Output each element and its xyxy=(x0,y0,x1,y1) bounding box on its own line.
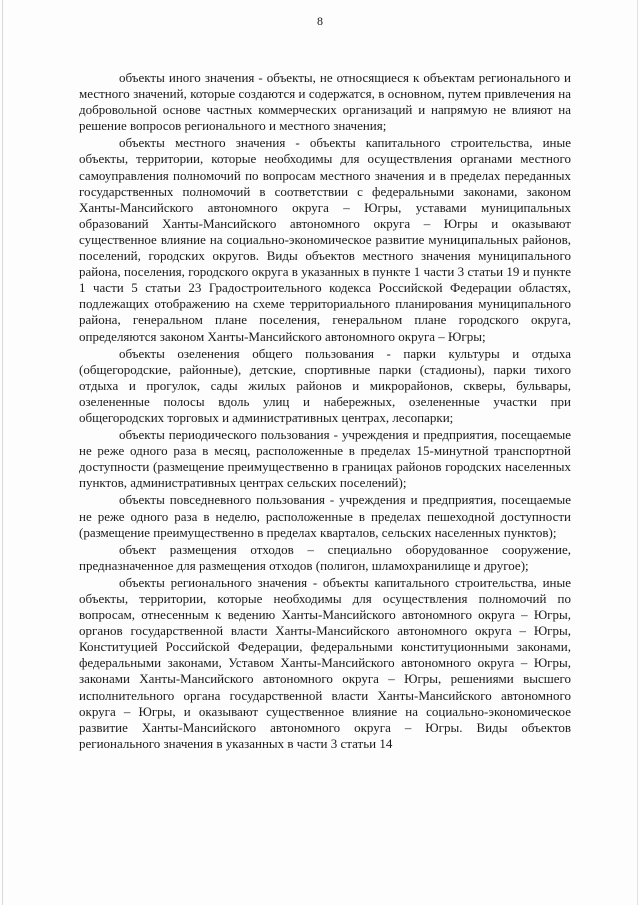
paragraph-regional-objects: объекты регионального значения - объекты капитального строительства, иные объекты, территории, которые необходимы для осуществления полномочий по вопросам, отнесенным к ведению Ханты-Мансийского автономного округа – Югры, органов государственной власти Ханты-Мансийского автономного округа – Югры, Конституцией Российской Федерации, федеральными конституционными законами, федеральными законами, Уставом Ханты-Мансийского автономного округа – Югры, законами Ханты-Мансийского автономного округа – Югры, решениями высшего исполнительного органа государственной власти Ханты-Мансийского автономного округа – Югры, и оказывают существенное влияние на социально-экономическое развитие Ханты-Мансийского автономного округа – Югры. Виды объектов регионального значения в указанных в части 3 статьи 14 xyxy=(79,574,571,751)
paragraph-local-objects: объекты местного значения - объекты капитального строительства, иные объекты, территории, которые необходимы для осуществления органами местного самоуправления полномочий по вопросам местного значения и в пределах переданных государственных полномочий в соответствии с федеральными законами, законом Ханты-Мансийского автономного округа – Югры, уставами муниципальных образований Ханты-Мансийского автономного округа – Югры и оказывают существенное влияние на социально-экономическое развитие муниципальных районов, поселений, городских округов. Виды объектов местного значения муниципального района, поселения, городского округа в указанных в пункте 1 части 3 статьи 19 и пункте 1 части 5 статьи 23 Градостроительного кодекса Российской Федерации областях, подлежащих отображению на схеме территориального планирования муниципального района, генеральном плане поселения, генеральном плане городского округа, определяются законом Ханты-Мансийского автономного округа – Югры; xyxy=(79,135,571,344)
paragraph-other-objects: объекты иного значения - объекты, не относящиеся к объектам регионального и местного значений, которые создаются и содержатся, в основном, путем привлечения на добровольной основе частных коммерческих организаций и напрямую не влияют на решение вопросов регионального и местного значения; xyxy=(79,70,571,134)
paragraph-periodic-use-objects: объекты периодического пользования - учреждения и предприятия, посещаемые не реже одного раза в месяц, расположенные в пределах 15-минутной транспортной доступности (размещение преимущественно в границах районов городских населенных пунктов, административных центрах сельских поселений); xyxy=(79,427,571,491)
paragraph-greenery-objects: объекты озеленения общего пользования - парки культуры и отдыха (общегородские, районные), детские, спортивные парки (стадионы), парки тихого отдыха и прогулок, сады жилых районов и микрорайонов, скверы, бульвары, озелененные полосы вдоль улиц и набережных, озелененные участки при общегородских торговых и административных центрах, лесопарки; xyxy=(79,345,571,425)
body-text xyxy=(79,70,571,752)
page-edge-left xyxy=(2,0,3,905)
page-edge-right xyxy=(637,0,638,905)
page-number: 8 xyxy=(317,14,323,28)
paragraph-waste-object: объект размещения отходов – специально оборудованное сооружение, предназначенное для размещения отходов (полигон, шламохранилище и другое); xyxy=(79,541,571,573)
paragraph-daily-use-objects: объекты повседневного пользования - учреждения и предприятия, посещаемые не реже одного раза в неделю, расположенные в пределах пешеходной доступности (размещение преимущественно в пределах кварталов, сельских населенных пунктов); xyxy=(79,492,571,540)
